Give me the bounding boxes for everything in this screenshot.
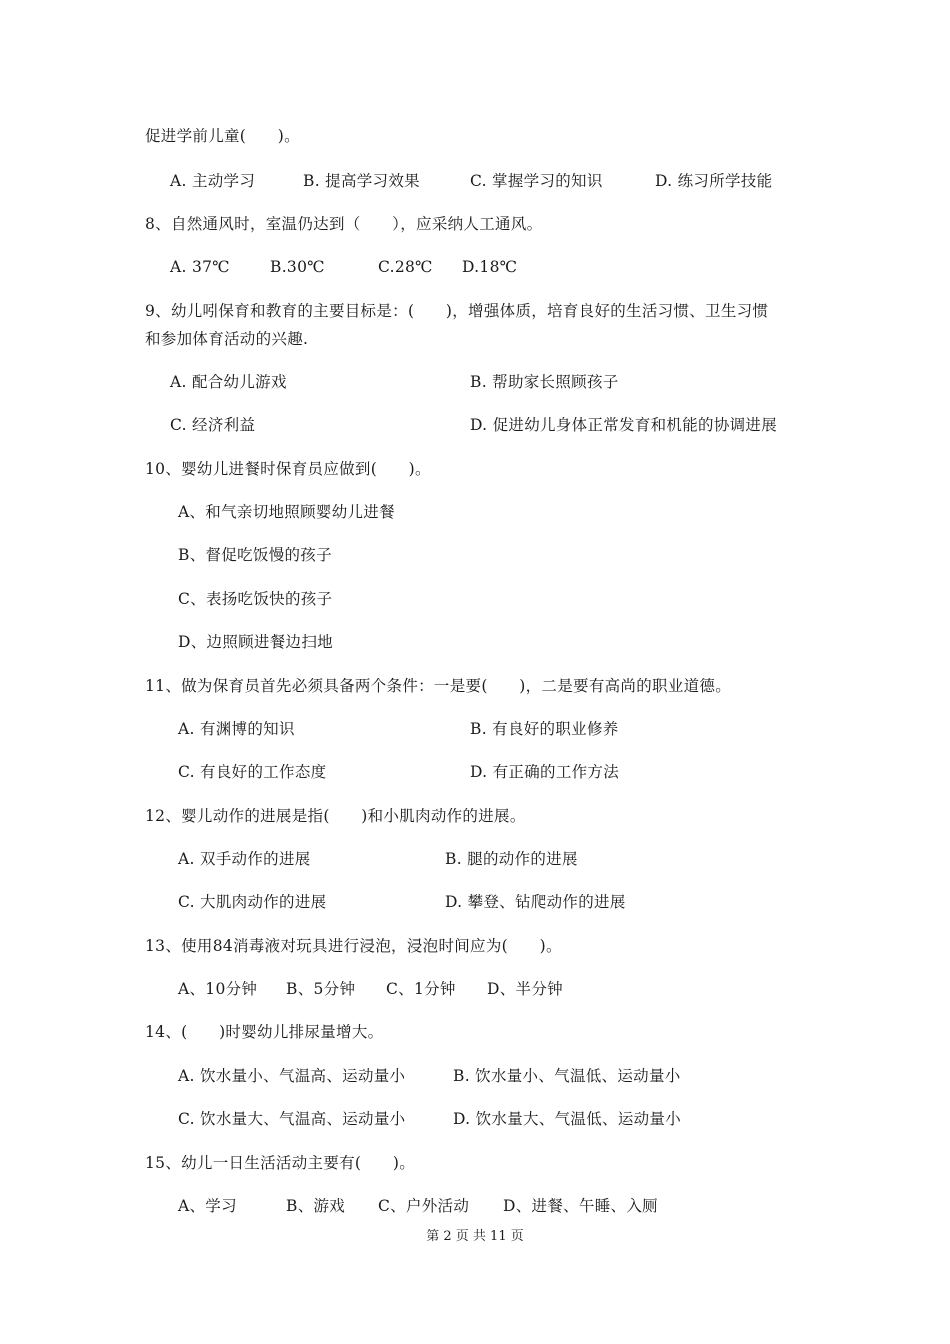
option-c: C. 饮水量大、气温高、运动量小	[178, 1110, 406, 1128]
question-15-text: 15、幼儿一日生活活动主要有( )。	[145, 1154, 416, 1172]
option-d: D. 饮水量大、气温低、运动量小	[453, 1110, 682, 1128]
option-d: D. 攀登、钻爬动作的进展	[445, 893, 626, 911]
question-12-text: 12、婴儿动作的进展是指( )和小肌肉动作的进展。	[145, 807, 526, 825]
question-10-text: 10、婴幼儿进餐时保育员应做到( )。	[145, 460, 431, 478]
option-c: C、1分钟	[386, 980, 456, 998]
option-c: C. 掌握学习的知识	[470, 172, 603, 190]
page-number: 第 2 页 共 11 页	[426, 1229, 524, 1244]
option-c: C.28℃	[378, 258, 433, 276]
question-9-text-line2: 和参加体育活动的兴趣.	[145, 330, 309, 348]
question-10-option-c: C、表扬吃饭快的孩子	[178, 590, 333, 608]
question-10-option-d: D、边照顾进餐边扫地	[178, 633, 333, 651]
option-b: B. 有良好的职业修养	[470, 720, 619, 738]
question-11-text: 11、做为保育员首先必须具备两个条件：一是要( )，二是要有高尚的职业道德。	[145, 677, 732, 695]
question-13-text: 13、使用84消毒液对玩具进行浸泡，浸泡时间应为( )。	[145, 937, 562, 955]
option-d: D、半分钟	[487, 980, 563, 998]
option-d: D. 练习所学技能	[655, 172, 773, 190]
question-14-text: 14、( )时婴幼儿排尿量增大。	[145, 1023, 384, 1041]
option-c: C. 大肌肉动作的进展	[178, 893, 327, 911]
option-a: A. 37℃	[170, 258, 230, 276]
option-c: C、户外活动	[378, 1197, 470, 1215]
option-d: D. 有正确的工作方法	[470, 763, 620, 781]
option-d: D、进餐、午睡、入厕	[503, 1197, 658, 1215]
question-7-continuation: 促进学前儿童( )。	[145, 127, 300, 145]
option-a: A. 主动学习	[170, 172, 256, 190]
question-10-option-b: B、督促吃饭慢的孩子	[178, 546, 332, 564]
option-a: A、学习	[178, 1197, 237, 1215]
option-c: C. 经济利益	[170, 416, 256, 434]
option-a: A. 饮水量小、气温高、运动量小	[178, 1067, 406, 1085]
option-b: B.30℃	[270, 258, 325, 276]
question-8-text: 8、自然通风时，室温仍达到（ ），应采纳人工通风。	[145, 215, 543, 233]
question-9-text-line1: 9、幼儿吲保育和教育的主要目标是：( )，增强体质，培育良好的生活习惯、卫生习惯	[145, 302, 769, 320]
option-c: C. 有良好的工作态度	[178, 763, 327, 781]
option-b: B、5分钟	[286, 980, 356, 998]
option-b: B. 帮助家长照顾孩子	[470, 373, 619, 391]
option-b: B. 提高学习效果	[303, 172, 420, 190]
option-a: A. 有渊博的知识	[178, 720, 295, 738]
option-a: A. 配合幼儿游戏	[170, 373, 287, 391]
option-b: B、游戏	[286, 1197, 346, 1215]
option-b: B. 饮水量小、气温低、运动量小	[453, 1067, 681, 1085]
option-a: A. 双手动作的进展	[178, 850, 311, 868]
option-a: A、10分钟	[178, 980, 258, 998]
option-d: D.18℃	[462, 258, 518, 276]
option-d: D. 促进幼儿身体正常发育和机能的协调进展	[470, 416, 778, 434]
option-b: B. 腿的动作的进展	[445, 850, 578, 868]
question-10-option-a: A、和气亲切地照顾婴幼儿进餐	[178, 503, 395, 521]
